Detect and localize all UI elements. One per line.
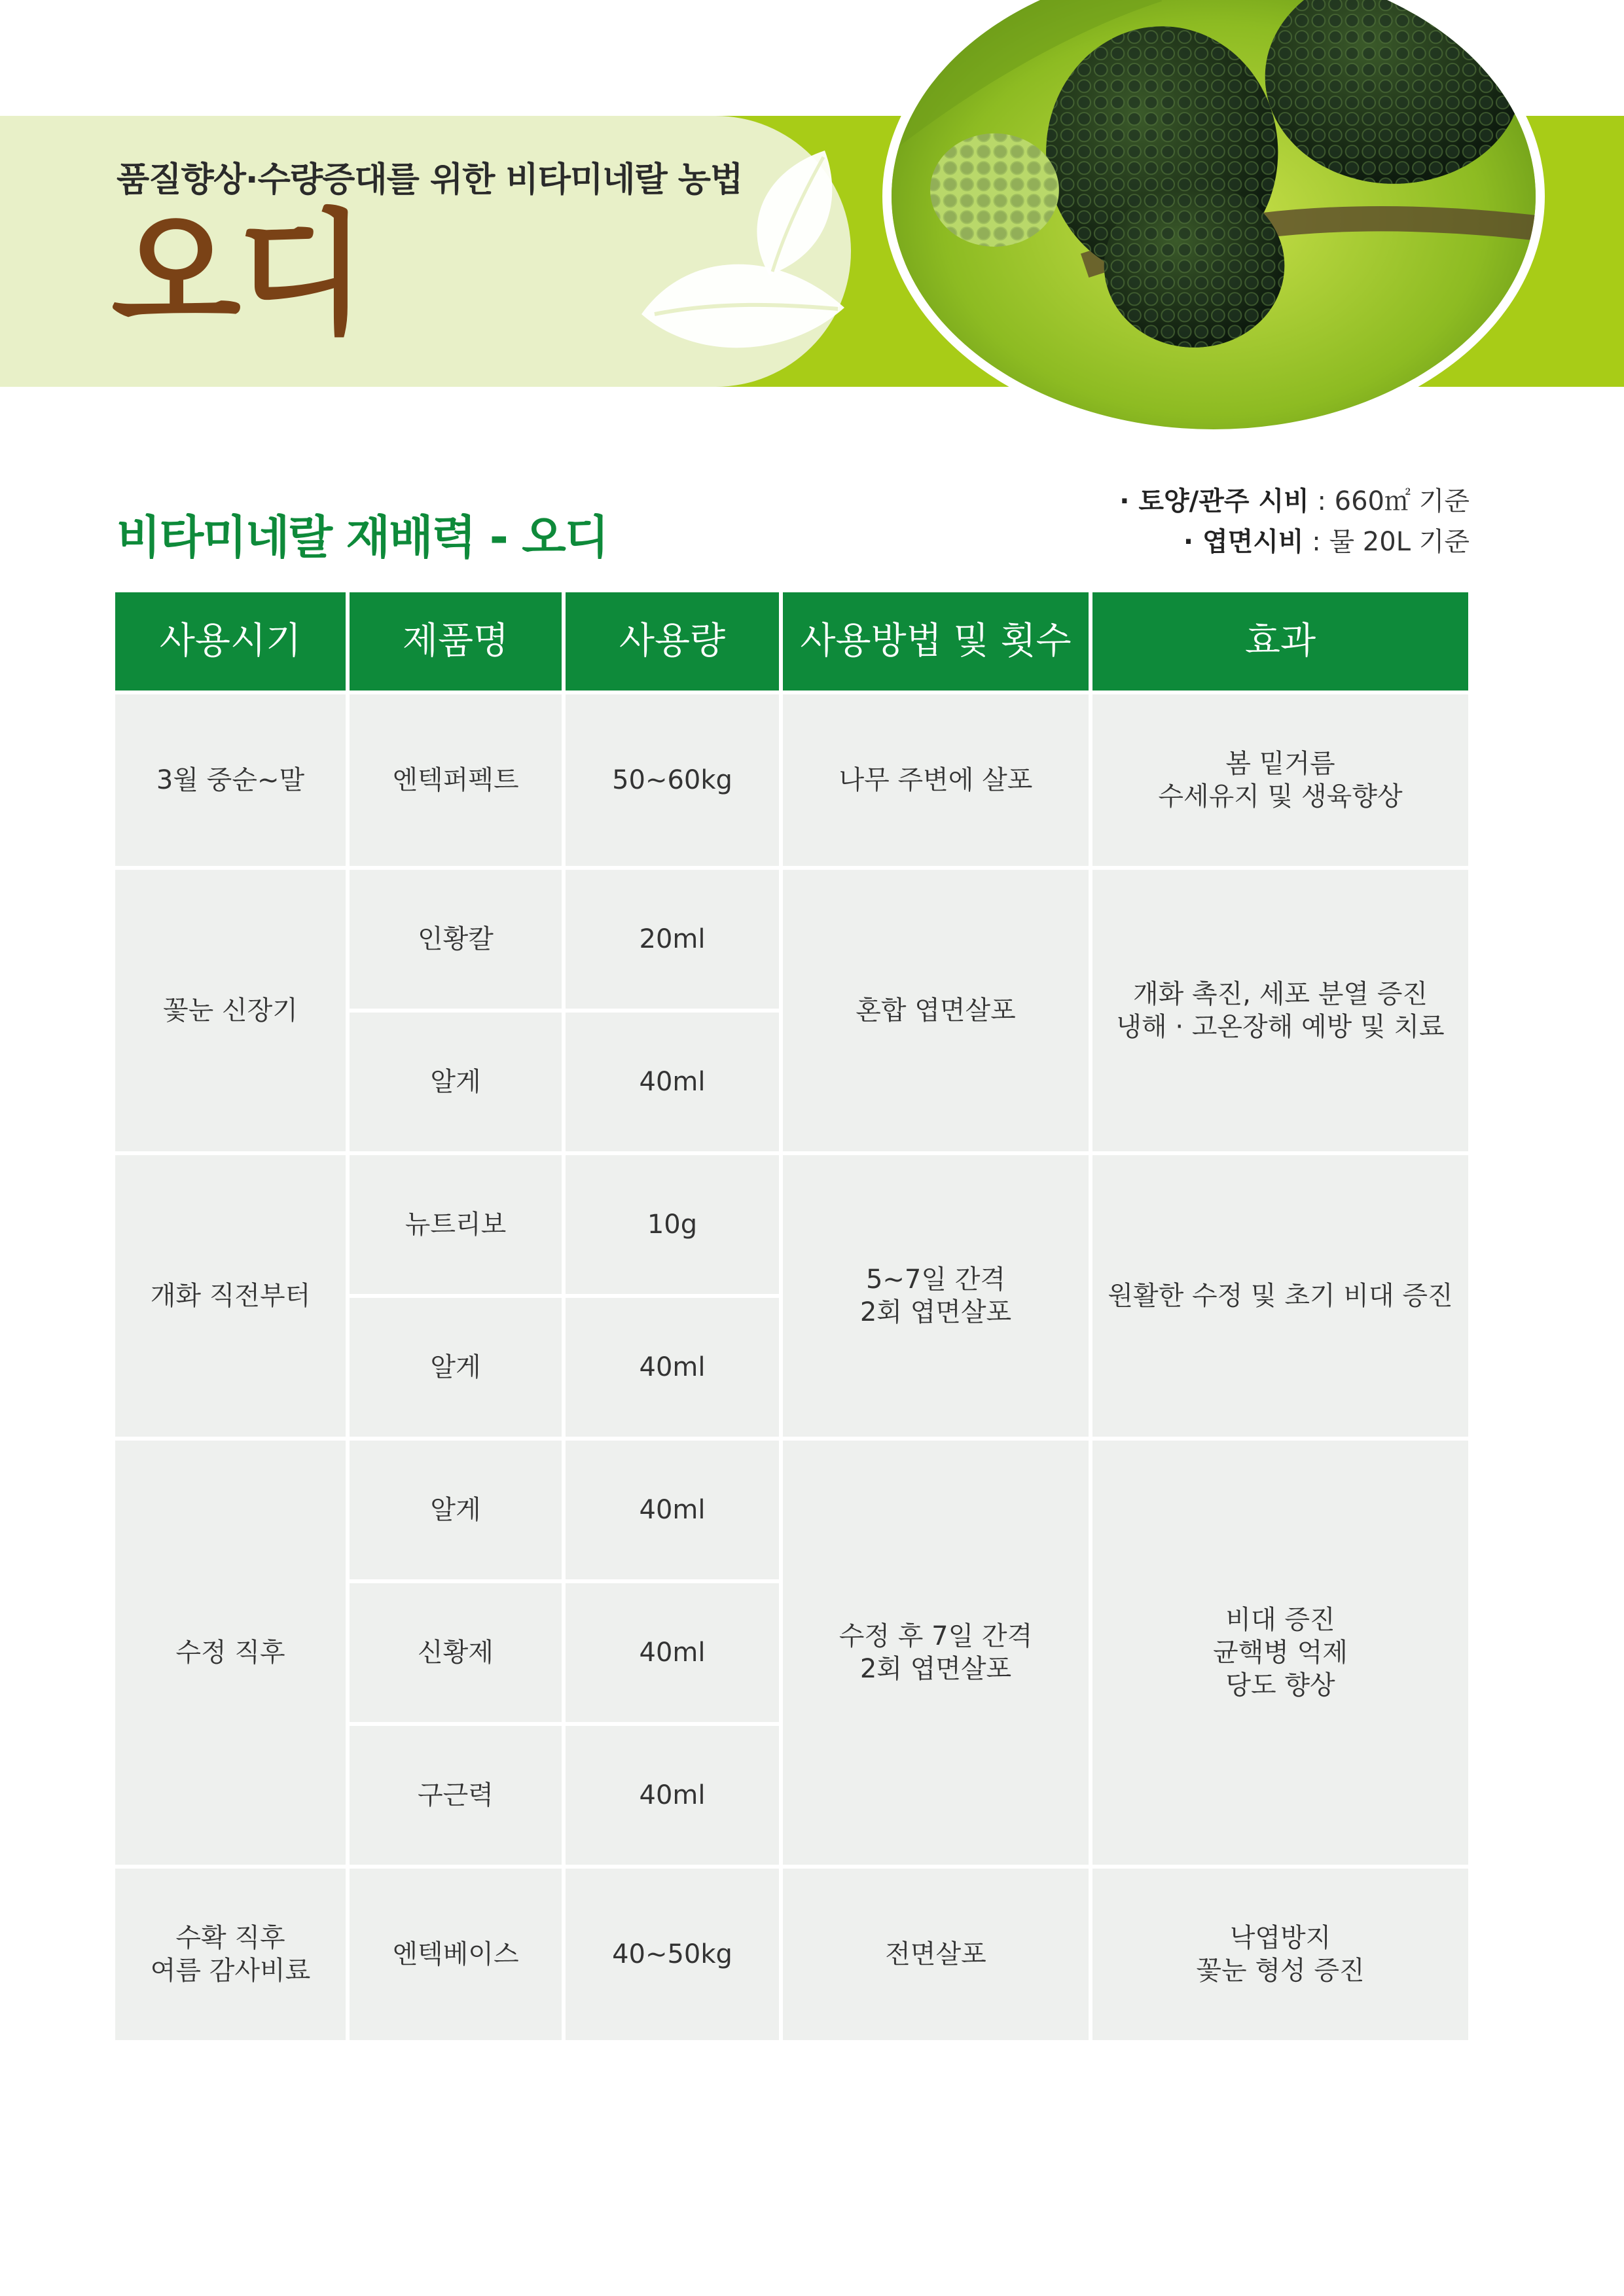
period-cell: 개화 직전부터 (115, 1155, 346, 1437)
amount-cell: 50~60kg (566, 694, 779, 866)
section-title: 비타미네랄 재배력 - 오디 (117, 511, 608, 564)
note-soil: · 토양/관주 시비 : 660㎡ 기준 (1119, 486, 1470, 516)
product-cell: 뉴트리보 (350, 1155, 562, 1294)
table-header-cell: 제품명 (350, 592, 562, 691)
method-cell: 수정 후 7일 간격 2회 엽면살포 (783, 1441, 1089, 1865)
method-cell: 5~7일 간격 2회 엽면살포 (783, 1155, 1089, 1437)
header-subtitle: 품질향상·수량증대를 위한 비타미네랄 농법 (117, 160, 743, 200)
fertilization-notes (1119, 481, 1470, 562)
note-foliar: · 엽면시비 : 물 20L 기준 (1183, 527, 1470, 557)
product-cell: 알게 (350, 1441, 562, 1579)
period-cell: 수확 직후 여름 감사비료 (115, 1869, 346, 2040)
page-title: 오디 (111, 197, 363, 353)
table-header-cell: 사용시기 (115, 592, 346, 691)
period-cell: 3월 중순~말 (115, 694, 346, 866)
effect-cell: 원활한 수정 및 초기 비대 증진 (1092, 1155, 1468, 1437)
period-cell: 꽃눈 신장기 (115, 870, 346, 1151)
amount-cell: 40ml (566, 1583, 779, 1722)
amount-cell: 40ml (566, 1726, 779, 1865)
product-cell: 구근력 (350, 1726, 562, 1865)
amount-cell: 40ml (566, 1441, 779, 1579)
method-cell: 전면살포 (783, 1869, 1089, 2040)
effect-cell: 낙엽방지 꽃눈 형성 증진 (1092, 1869, 1468, 2040)
product-cell: 엔텍베이스 (350, 1869, 562, 2040)
amount-cell: 40ml (566, 1298, 779, 1437)
effect-cell: 봄 밑거름 수세유지 및 생육향상 (1092, 694, 1468, 866)
product-cell: 엔텍퍼펙트 (350, 694, 562, 866)
table-header-cell: 효과 (1092, 592, 1468, 691)
product-cell: 알게 (350, 1013, 562, 1151)
amount-cell: 40ml (566, 1013, 779, 1151)
table-header-cell: 사용량 (566, 592, 779, 691)
period-cell: 수정 직후 (115, 1441, 346, 1865)
effect-cell: 개화 촉진, 세포 분열 증진 냉해 · 고온장해 예방 및 치료 (1092, 870, 1468, 1151)
product-cell: 알게 (350, 1298, 562, 1437)
effect-cell: 비대 증진 균핵병 억제 당도 향상 (1092, 1441, 1468, 1865)
amount-cell: 40~50kg (566, 1869, 779, 2040)
amount-cell: 10g (566, 1155, 779, 1294)
amount-cell: 20ml (566, 870, 779, 1009)
method-cell: 혼합 엽면살포 (783, 870, 1089, 1151)
product-cell: 인황칼 (350, 870, 562, 1009)
method-cell: 나무 주변에 살포 (783, 694, 1089, 866)
product-cell: 신황제 (350, 1583, 562, 1722)
table-header-cell: 사용방법 및 횟수 (783, 592, 1089, 691)
